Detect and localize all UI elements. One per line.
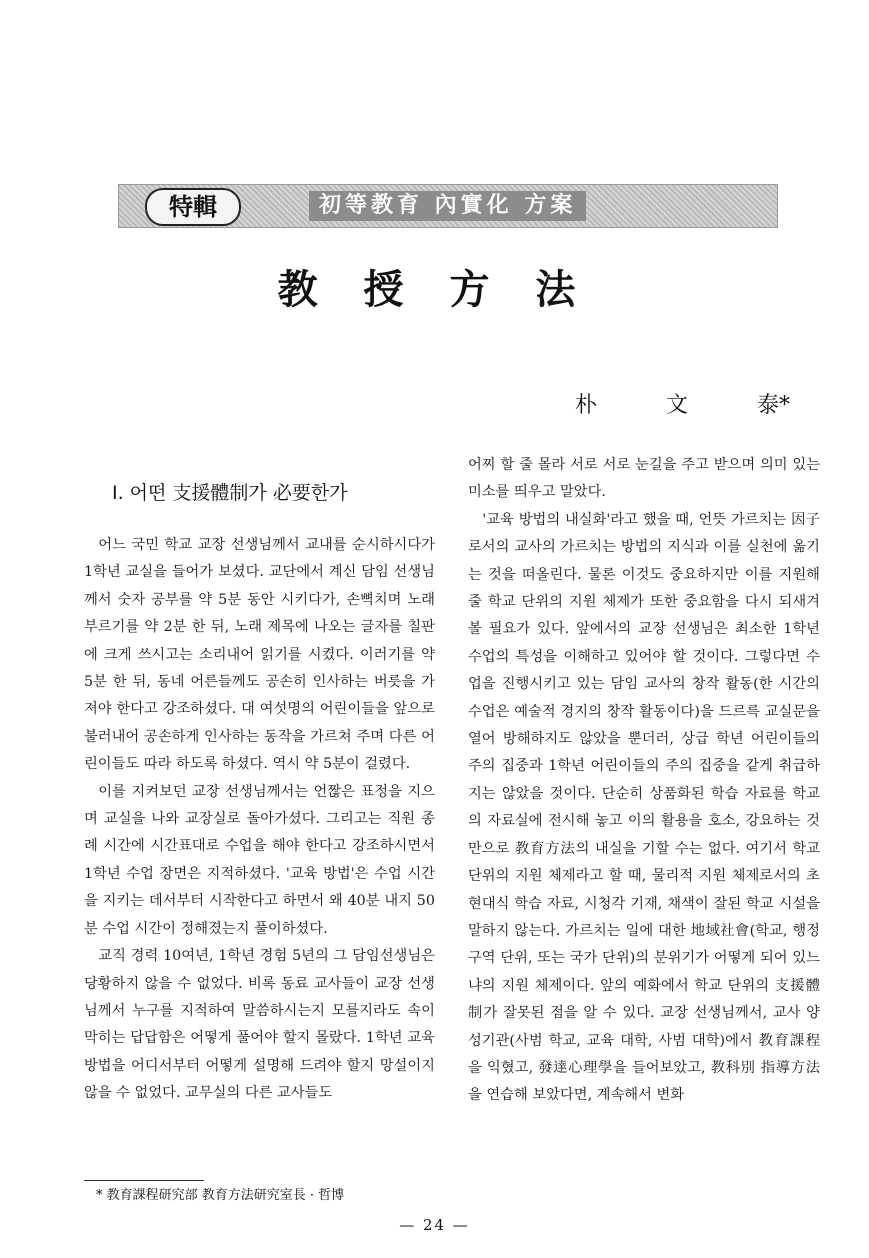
feature-banner [118, 184, 778, 228]
author-name [575, 388, 790, 419]
footnote: * 教育課程研究部 教育方法研究室長 · 哲博 [96, 1188, 345, 1203]
paragraph: 이를 지켜보던 교장 선생님께서는 언짢은 표정을 지으며 교실을 나와 교장실로 돌아가셨다. 그리고는 직원 종례 시간에 시간표대로 수업을 해야 한다고 강조하시면서 1학년 수업 장면은 지적하셨다. '교육 방법'은 수업 시간을 지키는 데서부터 시작한다고 하면서 왜 40분 내지 50분 수업 시간이 정해졌는지 풀이하셨다. [84, 783, 435, 937]
author-part: 文 [665, 393, 688, 418]
paragraph: 어느 국민 학교 교장 선생님께서 교내를 순시하시다가 1학년 교실을 들어가 보셨다. 교단에서 계신 담임 선생님께서 숫자 공부를 약 5분 동안 시키다가, 손뼉치며 노래부르기를 약 2분 한 뒤, 노래 제목에 나오는 글자를 칠판에 크게 쓰시고는 소리내어 읽기를 시켰다. 이러기를 약 5분 한 뒤, 동네 어른들께도 공손히 인사하는 버릇을 가져야 한다고 강조하셨다. 대 여섯명의 어린이들을 앞으로 불러내어 공손하게 인사하는 동작을 가르쳐 주며 다른 어린이들도 따라 하도록 하셨다. 역시 약 5분이 걸렸다. [84, 537, 435, 773]
author-part: 朴 [575, 393, 598, 418]
section-heading: I. 어떤 支援體制가 必要한가 [112, 482, 348, 504]
paragraph: '교육 방법의 내실화'라고 했을 때, 언뜻 가르치는 因子로서의 교사의 가르치는 방법의 지식과 이를 실천에 옮기는 것을 떠올린다. 물론 이것도 중요하지만 이를 지원해 줄 학교 단위의 지원 체제가 또한 중요함을 다시 되새겨볼 필요가 있다. 앞에서의 교장 선생님은 최소한 1학년 수업의 특성을 이해하고 있어야 할 것이다. 그렇다면 수업을 진행시키고 있는 담임 교사의 창작 활동(한 시간의 수업은 예술적 경지의 창작 활동이다)을 드르륵 교실문을 열어 방해하지도 않았을 뿐더러, 상급 학년 어린이들의 주의 집중과 1학년 어린이들의 주의 집중을 같게 취급하지는 않았을 것이다. 단순히 상품화된 학습 자료를 학교의 자료실에 전시해 놓고 이의 활용을 호소, 강요하는 것만으로 教育方法의 내실을 기할 수는 없다. 여기서 학교 단위의 지원 체제라고 할 때, 물리적 지원 체제로서의 초현대식 학습 자료, 시청각 기재, 채색이 잘된 학교 시설을 말하지 않는다. 가르치는 일에 대한 地域社會(학교, 행정 구역 단위, 또는 국가 단위)의 분위기가 어떻게 되어 있느냐의 지원 체제이다. 앞의 예화에서 학교 단위의 支援體制가 잘못된 점을 알 수 있다. 교장 선생님께서, 교사 양성기관(사범 학교, 교육 대학, 사범 대학)에서 教育課程을 익혔고, 發達心理學을 들어보았고, 教科別 指導方法을 연습해 보았다면, 계속해서 변화 [468, 511, 820, 1104]
banner-topic: 初等教育 內實化 方案 [309, 191, 586, 221]
article-title: 教 授 方 法 [277, 266, 592, 313]
right-column [468, 452, 820, 1110]
left-column [84, 532, 435, 1108]
author-part: 泰* [756, 393, 790, 418]
page-number: — 24 — [399, 1216, 470, 1234]
paragraph: 교직 경력 10여년, 1학년 경험 5년의 그 담임선생님은 당황하지 않을 수 없었다. 비록 동료 교사들이 교장 선생님께서 누구를 지적하여 말씀하시는지 모를지라도 속이 막히는 답답함은 어떻게 풀어야 할지 몰랐다. 1학년 교육 방법을 어디서부터 어떻게 설명해 드려야 할지 망설이지 않을 수 없었다. 교무실의 다른 교사들도 [84, 948, 435, 1102]
paragraph-continuation: 어찌 할 줄 몰라 서로 서로 눈길을 주고 받으며 의미 있는 미소를 띄우고 말았다. [468, 457, 820, 501]
footnote-rule [84, 1180, 204, 1181]
banner-tag: 特輯 [145, 188, 241, 226]
